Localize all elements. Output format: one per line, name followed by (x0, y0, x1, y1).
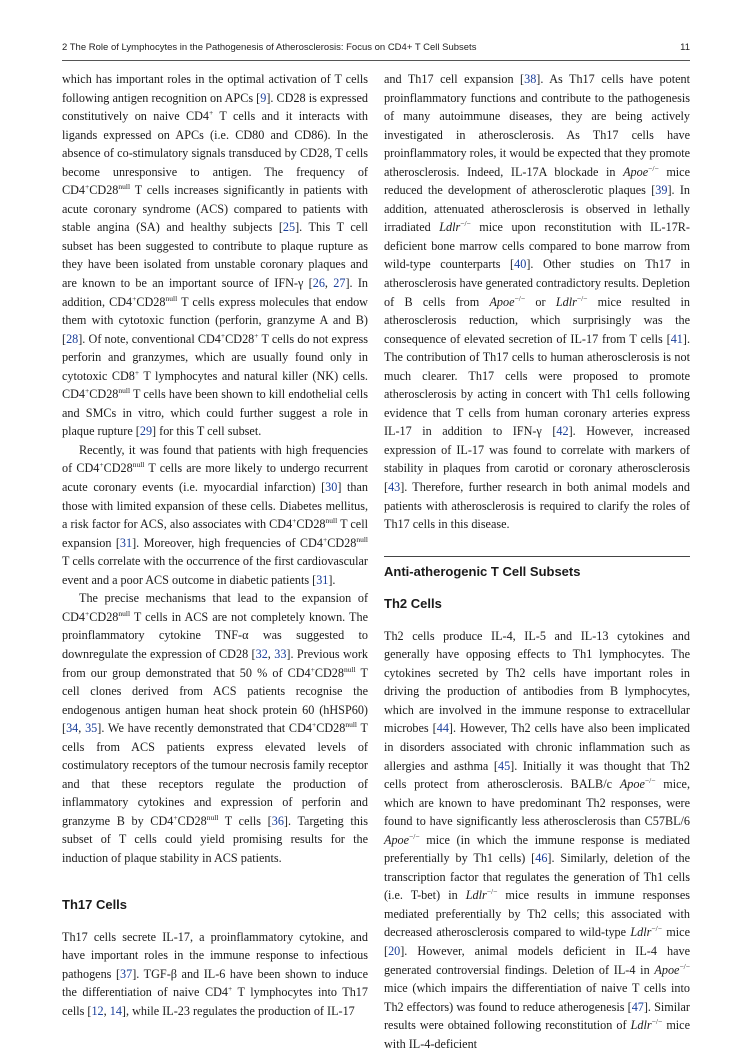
text-run: + (292, 516, 297, 526)
text-run: and Th17 cell expansion [ (384, 72, 525, 86)
text-run: mice (which impairs the differentiation of naive T cells into Th2 effectors) was found to reduce atherogenesis [ (384, 981, 690, 1014)
text-run: null (132, 460, 145, 470)
text-run: CD28 (316, 721, 346, 736)
text-run: ]. However, increased expression of IL-17 was found to correlate with markers of stability in plaques from carotid or coronary atherosclerosis [ (384, 424, 690, 495)
text-run: T cells increases significantly in patients with acute coronary syndrome (ACS) compared to patients with stable angina (SA) and healthy subjects [ (62, 183, 368, 235)
citation-ref: 30 (325, 480, 338, 495)
text-run: ], while IL-23 regulates the production of IL-17 (121, 1003, 355, 1018)
text-run: ]. However, animal models deficient in IL-4 have generated controversial findings. Deletion of IL-4 in (384, 943, 690, 977)
paragraph-recurrent-events (62, 441, 368, 589)
paragraph-mechanisms (62, 589, 368, 867)
citation-ref: 20 (388, 943, 401, 958)
text-run: ]. Previous work from our group demonstrated that 50 % of CD4 (62, 646, 369, 680)
text-run: CD28 (327, 535, 357, 550)
text-run: + (322, 534, 328, 544)
text-run: T lymphocytes and natural killer (NK) cells. CD4 (62, 368, 368, 402)
text-run: null (325, 516, 338, 526)
citation-ref: 32 (255, 646, 268, 661)
text-run: T cell clones derived from ACS patients recognise the endogenous antigen human heat shock protein 60 (hHSP60) [ (62, 665, 368, 736)
citation-ref: 35 (85, 721, 98, 736)
page-number: 11 (680, 42, 690, 53)
text-run: CD28 (89, 609, 119, 624)
text-run: T cells are more likely to undergo recurrent acute coronary events (i.e. myocardial infarction) [ (62, 461, 368, 495)
citation-ref: 46 (535, 851, 548, 866)
text-run: ] for this T cell subset. (152, 424, 262, 439)
text-run: + (85, 182, 90, 192)
text-run: CD28 (89, 387, 119, 402)
citation-ref: 25 (282, 220, 296, 235)
citation-ref: 42 (556, 424, 569, 439)
text-run: + (220, 330, 226, 340)
text-run: null (118, 608, 131, 618)
text-run: mice, which are known to have predominant Th2 responses, were found to have significantly less atherosclerosis than C57BL/6 (384, 777, 690, 829)
text-run: Th17 cells secrete IL-17, a proinflammatory cytokine, and have important roles in the immune response to infectious pathogens [ (62, 929, 368, 981)
citation-ref: 34 (66, 721, 79, 736)
text-run: ]. Targeting this subset of T cells could yield promising results for the induction of plaque stability in ACS patients. (62, 813, 368, 865)
paragraph-th17-atherosclerosis (384, 70, 690, 534)
citation-ref: 27 (333, 276, 346, 291)
text-run: ]. TGF-β and IL-6 have been shown to induce the differentiation of naive CD4 (62, 966, 368, 1000)
text-run: T cells have been shown to kill endothelial cells and SMCs in vitro, which could further suggest a role in plaque rupture [ (62, 387, 368, 439)
text-run: Ldlr (465, 888, 487, 903)
citation-ref: 12 (91, 1003, 104, 1018)
text-run: mice reduced the development of atherosclerotic plaques [ (384, 164, 691, 198)
text-run: ]. The contribution of Th17 cells to human atherosclerosis is not much clearer. Th17 cells were proposed to promote atherosclerosis by acting in concert with Th1 cells following evidence that T cells from human coronary arteries express IL-17 in addition to IFN-γ [ (384, 331, 690, 439)
text-run: mice with IL-4-deficient (384, 1018, 691, 1051)
text-run: + (134, 367, 140, 377)
citation-ref: 45 (497, 758, 511, 773)
text-run: The precise mechanisms that lead to the expansion of CD4 (62, 591, 368, 624)
text-run: ]. Initially it was thought that Th2 cells protect from atherosclerosis. BALB/c (384, 758, 690, 792)
text-run: Apoe (619, 777, 645, 792)
running-head (62, 42, 690, 53)
citation-ref: 33 (274, 646, 287, 661)
text-run: null (165, 293, 178, 303)
citation-ref: 39 (655, 183, 668, 198)
citation-ref: 14 (109, 1003, 122, 1018)
text-run: + (85, 608, 90, 618)
text-run: which has important roles in the optimal activation of T cells following antigen recognition on APCs [ (62, 72, 368, 105)
text-run: T cells [ (218, 813, 272, 828)
text-run: ]. CD28 is expressed constitutively on naive CD4 (62, 90, 368, 124)
text-run: −/− (651, 1017, 663, 1027)
citation-ref: 47 (631, 999, 644, 1014)
text-run: ]. Moreover, high frequencies of CD4 (132, 535, 323, 550)
text-run: + (227, 984, 233, 994)
citation-ref: 37 (120, 966, 133, 981)
text-run: T cell expansion [ (62, 517, 368, 550)
text-run: Ldlr (439, 220, 461, 235)
text-run: mice [ (384, 925, 690, 958)
citation-ref: 31 (119, 535, 133, 550)
text-run: , (267, 646, 275, 661)
paragraph-th17 (62, 928, 368, 1021)
text-run: T cells and it interacts with ligands expressed on APCs (i.e. CD80 and CD86). In the absence of co-stimulatory signals transduced by CD28, T cells become unresponsive to antigen. The frequency of CD4 (62, 109, 369, 198)
text-run: T cells do not express perforin and granzymes, which are usually found only in cytotoxic CD8 (62, 331, 368, 383)
text-run: T cells in ACS are not completely known. The proinflammatory cytokine TNF-α was suggested to downregulate the expression of CD28 [ (62, 609, 368, 661)
citation-ref: 41 (670, 331, 683, 346)
text-run: Apoe (654, 962, 680, 977)
text-run: Th2 cells produce IL-4, IL-5 and IL-13 cytokines and generally have opposing effects to Th1 lymphocytes. The cytokines secreted by Th2 cells have important roles in driving the production of antibodies from B lymphocytes, which are involved in the immune response to extracellular microbes [ (384, 628, 690, 736)
text-run: ]. However, Th2 cells have also been implicated in disorders associated with chronic inflammation such as allergies and asthma [ (384, 721, 691, 773)
text-run: Ldlr (630, 1018, 652, 1033)
heading-th2-cells: Th2 Cells (384, 595, 442, 611)
citation-ref: 44 (436, 721, 449, 736)
left-column (62, 70, 368, 1020)
text-run: CD28 (136, 294, 166, 309)
text-run: ] than those with limited expansion of these cells. Diabetes mellitus, a risk factor for ACS, also associates with CD4 (62, 480, 368, 532)
heading-anti-atherogenic: Anti-atherogenic T Cell Subsets (384, 563, 581, 579)
paragraph-cd28-null (62, 70, 368, 441)
text-run: ]. Of note, conventional CD4 (78, 331, 221, 346)
text-run: CD28 (314, 665, 344, 680)
citation-ref: 29 (139, 424, 153, 439)
citation-ref: 36 (271, 813, 284, 828)
text-run: ]. Therefore, further research in both animal models and patients with atherosclerosis is required to clarify the roles of Th17 cells in this disease. (384, 480, 690, 532)
text-run: null (118, 182, 131, 192)
text-run: null (356, 534, 368, 544)
paragraph-th2 (384, 627, 690, 1053)
text-run: ]. In addition, CD4 (62, 276, 369, 309)
text-run: null (345, 720, 357, 730)
text-run: ]. This T cell subset has been suggested to contribute to plaque rupture as they have been isolated from unstable coronary plaques and are known to be an important source of IFN-γ [ (62, 220, 368, 291)
text-run: Ldlr (555, 294, 577, 309)
heading-th17-cells: Th17 Cells (62, 896, 128, 912)
text-run: −/− (486, 887, 498, 897)
text-run: null (206, 812, 219, 822)
text-run: Recently, it was found that patients with high frequencies of CD4 (62, 442, 368, 476)
text-run: , (324, 276, 334, 291)
header-rule (62, 60, 690, 61)
text-run: ]. In addition, attenuated atherosclerosis is observed in lethally irradiated (384, 183, 690, 235)
text-run: ]. Other studies on Th17 in atherosclerosis have generated contradictory results. Depletion of B cells from (384, 257, 690, 309)
citation-ref: 26 (312, 276, 325, 291)
text-run: + (311, 720, 317, 730)
citation-ref: 9 (260, 90, 267, 105)
running-head-title: 2 The Role of Lymphocytes in the Pathogenesis of Atherosclerosis: Focus on CD4+ T Cell Subsets (62, 42, 477, 53)
text-run: T cells from ACS patients express elevated levels of costimulatory receptors of the tumour necrosis family receptor and that these receptors regulate the production of inflammatory cytokines and expression of perforin and granzyme B by CD4 (62, 721, 369, 828)
text-run: −/− (651, 924, 662, 934)
text-run: ]. We have recently demonstrated that CD4 (97, 721, 312, 736)
citation-ref: 40 (514, 257, 527, 272)
text-run: ]. Similar results were obtained following reconstitution of (384, 999, 690, 1033)
text-run: Apoe (623, 164, 649, 179)
text-run: , (103, 1003, 110, 1018)
text-run: −/− (644, 775, 656, 785)
text-run: Apoe (489, 294, 515, 309)
text-run: + (209, 108, 214, 118)
text-run: −/− (648, 163, 659, 173)
text-run: CD28 (296, 517, 326, 532)
text-run: T lymphocytes into Th17 cells [ (62, 985, 368, 1018)
text-run: −/− (679, 961, 690, 971)
text-run: or (525, 294, 556, 309)
text-run: CD28 (89, 183, 119, 198)
text-run: CD28 (177, 813, 207, 828)
text-run: Ldlr (630, 925, 652, 940)
text-run: ]. Similarly, deletion of the transcription factor that regulates the generation of Th1 cells (i.e. T-bet) in (384, 851, 690, 903)
text-run: mice (in which the immune response is mediated preferentially by Th1 cells) [ (384, 832, 690, 866)
right-column (384, 70, 690, 1053)
text-run: −/− (576, 293, 588, 303)
text-run: T cells express molecules that endow them with cytotoxic function (perforin, granzyme A and B) [ (62, 294, 368, 346)
text-run: + (173, 812, 178, 822)
text-run: −/− (409, 831, 420, 841)
text-run: −/− (460, 219, 471, 229)
text-run: mice upon reconstitution with IL-17R-deficient bone marrow cells compared to bone marrow from wild-type counterparts [ (384, 220, 690, 272)
text-run: CD28 (225, 331, 255, 346)
text-run: T cells correlate with the occurrence of the first cardiovascular event and a poor ACS outcome in diabetic patients [ (62, 554, 368, 587)
text-run: + (132, 293, 137, 303)
text-run: , (78, 721, 86, 736)
text-run: mice results in immune responses mediated preferentially by Th2 cells; this associated with decreased atherosclerosis compared to wild-type (384, 888, 690, 940)
text-run: null (118, 386, 131, 396)
text-run: + (310, 664, 315, 674)
citation-ref: 38 (524, 72, 537, 86)
citation-ref: 43 (388, 480, 401, 495)
text-run: Apoe (384, 832, 410, 847)
text-run: + (254, 330, 259, 340)
text-run: CD28 (103, 461, 133, 476)
text-run: null (343, 664, 356, 674)
text-run: ]. As Th17 cells have potent proinflammatory functions and contribute to the pathogenesis of many autoimmune diseases, they are being actively investigated in atherosclerosis. As Th17 cells have proinflammatory roles, it would be expected that they promote atherosclerosis. Indeed, IL-17A blockade in (384, 72, 690, 179)
text-run: ]. (328, 572, 336, 587)
text-run: mice resulted in atherosclerosis reduction, which surprisingly was the consequence of elevated secretion of IL-17 from T cells [ (384, 294, 691, 346)
citation-ref: 28 (66, 331, 79, 346)
text-run: + (99, 460, 104, 470)
section-rule (384, 556, 690, 557)
citation-ref: 31 (316, 572, 329, 587)
text-run: −/− (514, 293, 526, 303)
text-run: + (85, 386, 90, 396)
